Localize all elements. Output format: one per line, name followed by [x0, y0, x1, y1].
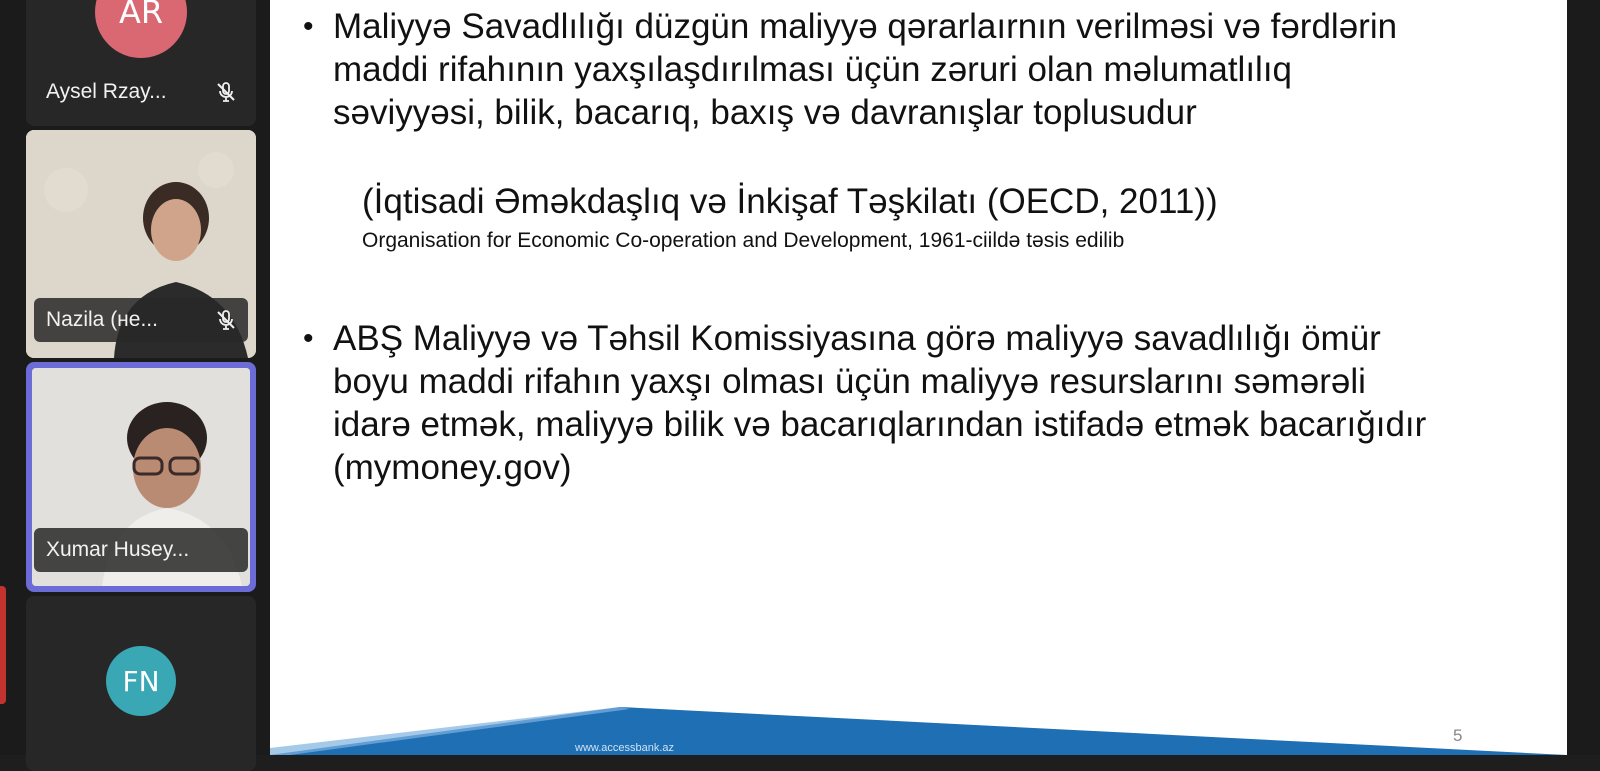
participants-sidebar — [0, 0, 270, 755]
participant-name: Xumar Husey... — [46, 538, 190, 561]
participant-tile-fn[interactable] — [26, 596, 256, 771]
microphone-muted-icon — [214, 308, 238, 332]
footer-url: www.accessbank.az — [575, 742, 675, 754]
participant-name: Aysel Rzay... — [46, 80, 167, 103]
participant-name-bar — [34, 298, 248, 342]
citation: (İqtisadi Əməkdaşlıq və İnkişaf Təşkilatı (OECD, 2011)) — [362, 182, 1218, 221]
microphone-muted-icon — [214, 80, 238, 104]
bullet-glyph: • — [303, 322, 314, 355]
participant-name-bar — [34, 70, 248, 114]
presentation-slide — [270, 0, 1567, 755]
bullet-text: ABŞ Maliyyə və Təhsil Komissiyasına görə maliyyə savadlılığı ömür boyu maddi rifahın yaxşı olması üçün maliyyə resurslarını səmərəli idarə etmək, maliyyə bilik və bacarıqlarından istifadə etmək bacarığıdır (mymoney.gov) — [333, 319, 1427, 487]
avatar: FN — [106, 646, 176, 716]
participant-tile-xumar[interactable] — [26, 362, 256, 592]
slide-footer-wave — [270, 0, 1567, 755]
slide-page-number: 5 — [1453, 726, 1463, 745]
bullet-glyph: • — [303, 10, 314, 43]
right-margin — [1567, 0, 1600, 755]
participant-name-bar — [34, 528, 248, 572]
citation-subtitle: Organisation for Economic Co-operation and Development, 1961-ciildə təsis edilib — [362, 229, 1125, 252]
avatar: AR — [95, 0, 187, 58]
participant-tile-aysel[interactable] — [26, 0, 256, 126]
bullet-text: Maliyyə Savadlılığı düzgün maliyyə qərarlaırnın verilməsi və fərdlərin maddi rifahının yaxşılaşdırılması üçün zəruri olan məlumatlılıq səviyyəsi, bilik, bacarıq, baxış və davranışlar toplusudur — [333, 7, 1398, 132]
side-panel-handle[interactable] — [0, 586, 6, 704]
participant-tile-nazila[interactable] — [26, 130, 256, 358]
participant-name: Nazila (не... — [46, 308, 158, 331]
